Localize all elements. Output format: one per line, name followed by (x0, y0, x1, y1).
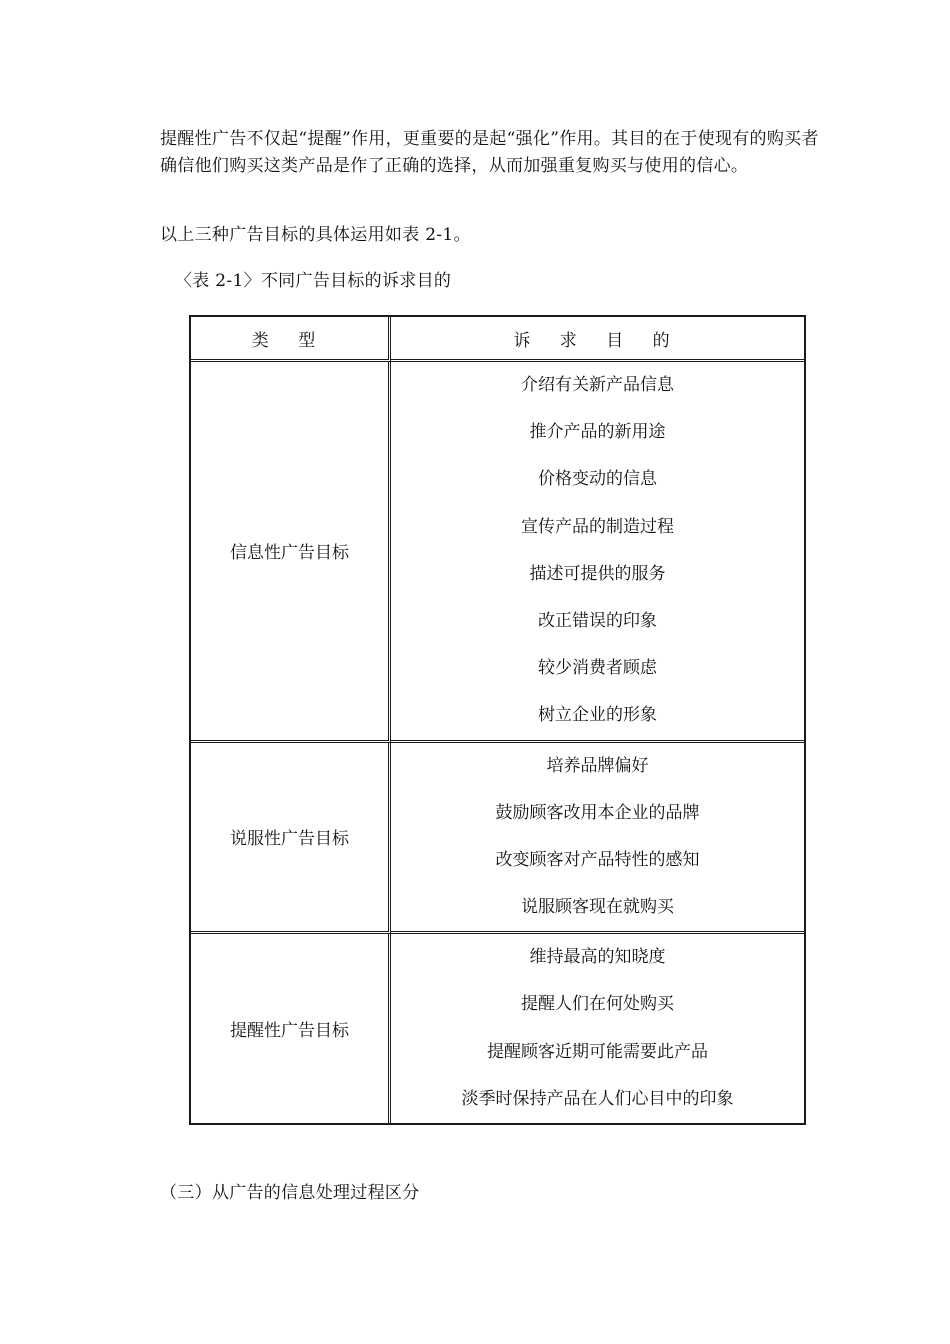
table-row-persuasive (191, 743, 804, 935)
purpose-item: 树立企业的形象 (538, 705, 657, 726)
purpose-item: 淡季时保持产品在人们心目中的印象 (461, 1088, 734, 1109)
table-row-informative (191, 362, 804, 743)
ad-goals-table (189, 315, 806, 1125)
purpose-item: 推介产品的新用途 (529, 422, 666, 443)
purpose-item: 提醒顾客近期可能需要此产品 (487, 1041, 708, 1062)
table-row-reminder (191, 934, 804, 1123)
purpose-cell-informative (391, 362, 804, 743)
header-type: 类 型 (191, 317, 391, 362)
ad-goals-table-wrapper (189, 315, 802, 1109)
purpose-item: 提醒人们在何处购买 (521, 994, 674, 1015)
section-heading-3: （三）从广告的信息处理过程区分 (160, 1183, 420, 1203)
table-header-row (191, 317, 804, 362)
type-cell-persuasive: 说服性广告目标 (191, 743, 391, 935)
header-purpose: 诉 求 目 的 (391, 317, 804, 362)
purpose-item: 培养品牌偏好 (546, 755, 649, 776)
purpose-item: 价格变动的信息 (538, 469, 657, 490)
paragraph-reminder-advertising: 提醒性广告不仅起“提醒”作用，更重要的是起“强化”作用。其目的在于使现有的购买者确信他们购买这类产品是作了正确的选择，从而加强重复购买与使用的信心。 (160, 129, 819, 176)
purpose-item: 宣传产品的制造过程 (521, 516, 674, 537)
table-caption: 〈表 2-1〉不同广告目标的诉求目的 (175, 271, 452, 291)
purpose-item: 维持最高的知晓度 (529, 947, 666, 968)
type-cell-informative: 信息性广告目标 (191, 362, 391, 743)
purpose-item: 改正错误的印象 (538, 610, 657, 631)
purpose-item: 描述可提供的服务 (529, 563, 666, 584)
type-cell-reminder: 提醒性广告目标 (191, 934, 391, 1123)
purpose-item: 鼓励顾客改用本企业的品牌 (495, 802, 700, 823)
purpose-item: 介绍有关新产品信息 (521, 375, 674, 395)
paragraph-table-intro: 以上三种广告目标的具体运用如表 2-1。 (160, 225, 471, 245)
purpose-item: 说服顾客现在就购买 (521, 897, 674, 918)
purpose-item: 改变顾客对产品特性的感知 (495, 849, 700, 870)
purpose-cell-reminder (391, 934, 804, 1123)
purpose-item: 较少消费者顾虑 (538, 658, 657, 679)
purpose-cell-persuasive (391, 743, 804, 935)
